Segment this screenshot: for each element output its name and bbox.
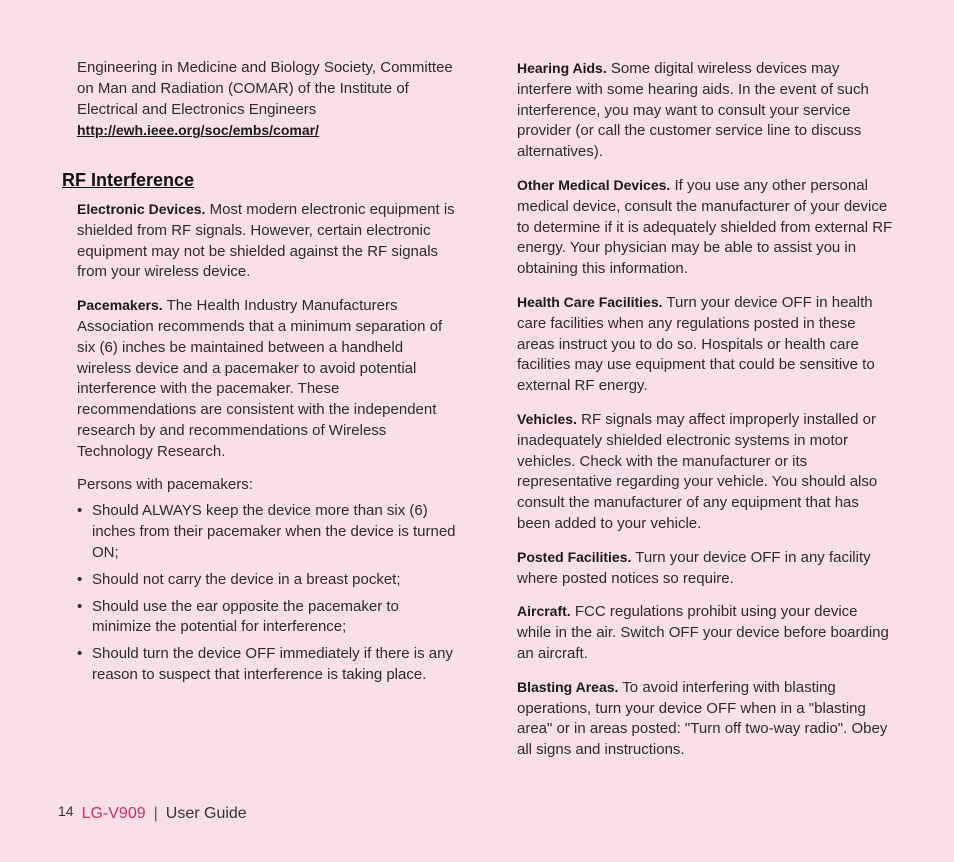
- pacemakers-term: Pacemakers.: [77, 297, 163, 314]
- right-column: [517, 58, 895, 773]
- comar-link[interactable]: http://ewh.ieee.org/soc/embs/comar/: [77, 122, 319, 139]
- health-care-para: Health Care Facilities. Turn your device OFF in health care facilities when any regulations posted in these areas instruct you to do so. Hospitals or health care facilities may use equipment that could be sensitive to external RF energy.: [517, 293, 875, 395]
- posted-facilities-para: Posted Facilities. Turn your device OFF in any facility where posted notices so require.: [517, 548, 871, 587]
- footer-separator: |: [153, 805, 158, 822]
- left-column: [77, 58, 457, 142]
- electronic-devices-text: Most modern electronic equipment is shielded from RF signals. However, certain electronic equipment may not be shielded against the RF signals from your wireless device.: [77, 201, 455, 281]
- vehicles-para: Vehicles. RF signals may affect improperly installed or inadequately shielded electronic systems in motor vehicles. Check with the manufacturer or its representative regarding your vehicle. You should also consult the manufacturer of any equipment that has been added to your vehicle.: [517, 410, 878, 532]
- list-item: • Should ALWAYS keep the device more than six (6) inches from their pacemaker when the device is turned ON;: [77, 502, 456, 561]
- other-medical-para: Other Medical Devices. If you use any other personal medical device, consult the manufacturer of your device to determine if it is adequately shielded from external RF energy. Your physician may be able to assist you in obtaining this information.: [517, 176, 893, 278]
- hearing-aids-para: Hearing Aids. Some digital wireless devices may interfere with some hearing aids. In the event of such interference, you may want to consult your service provider (or call the customer service line to discuss alternatives).: [517, 60, 869, 161]
- pacemakers-para: [77, 295, 457, 462]
- blasting-areas-para: Blasting Areas. To avoid interfering with blasting operations, turn your device OFF when in a "blasting area" or in areas posted: "Turn off two-way radio". Obey all signs and instructions.: [517, 678, 888, 759]
- electronic-devices-term: Electronic Devices.: [77, 201, 206, 217]
- pacemaker-bullets: [77, 501, 457, 685]
- model-name: LG-V909: [81, 805, 146, 822]
- pacemakers-text: The Health Industry Manufacturers Association recommends that a minimum separation of six (6) inches be maintained between a handheld wireless device and a pacemaker to avoid potential interference with the pacemaker. These recommendations are consistent with the independent research by and recommendations of Wireless Technology Research.: [77, 297, 443, 460]
- intro-text: Engineering in Medicine and Biology Society, Committee on Man and Radiation (COMAR) of the Institute of Electrical and Electronics Engineers: [77, 59, 453, 118]
- persons-heading: Persons with pacemakers:: [77, 475, 253, 493]
- list-item: • Should use the ear opposite the pacemaker to minimize the potential for interference;: [77, 597, 399, 636]
- aircraft-para: Aircraft. FCC regulations prohibit using your device while in the air. Switch OFF your device before boarding an aircraft.: [517, 603, 889, 662]
- page-number: 14: [58, 803, 74, 819]
- page-footer: [58, 803, 247, 823]
- electronic-devices-para: [77, 199, 457, 283]
- left-body: [77, 199, 457, 692]
- guide-title: User Guide: [165, 805, 247, 822]
- list-item: • Should turn the device OFF immediately if there is any reason to suspect that interference is taking place.: [77, 645, 453, 683]
- section-heading: RF Interference: [62, 170, 195, 190]
- list-item: • Should not carry the device in a breast pocket;: [77, 570, 401, 588]
